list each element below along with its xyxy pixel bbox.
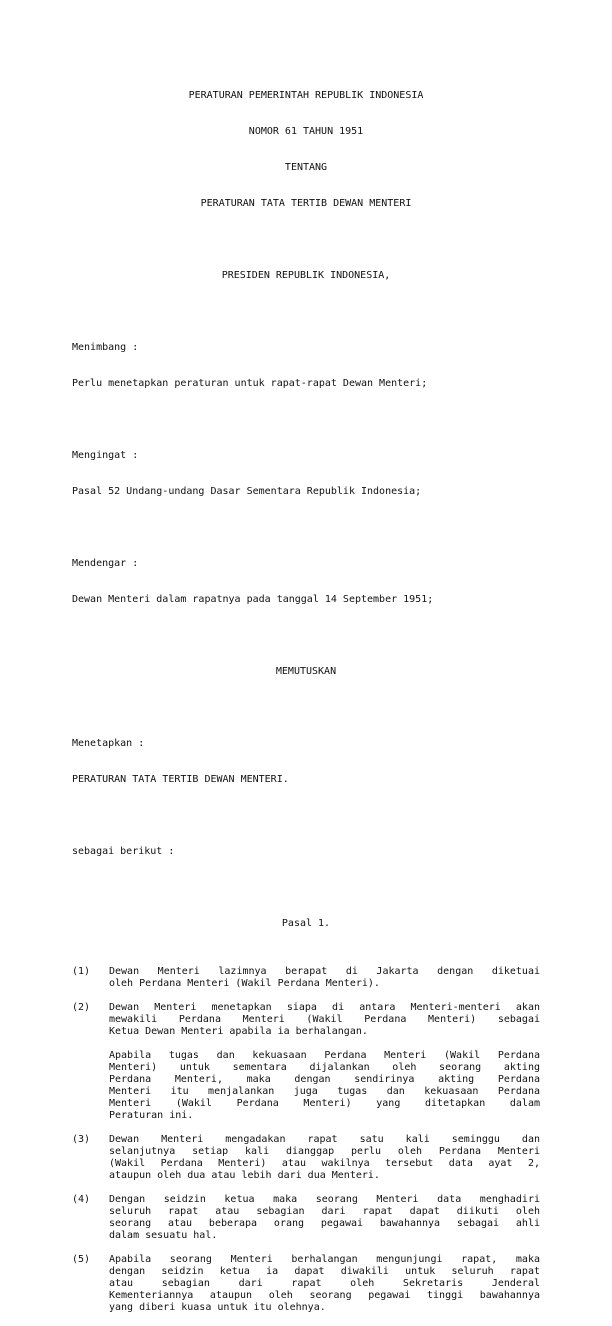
item-text — [109, 1050, 540, 1122]
document-page — [72, 66, 540, 1326]
item-line: selanjutnya setiap kali dianggap perlu oleh Perdana Menteri — [109, 1146, 540, 1157]
pasal-item — [72, 1254, 540, 1314]
item-line: oleh Perdana Menteri (Wakil Perdana Menteri). — [109, 978, 380, 989]
sebagai-text: sebagai berikut : — [72, 846, 175, 857]
mendengar-label: Mendengar : — [72, 558, 139, 569]
item-line: Peraturan ini. — [109, 1110, 194, 1121]
pasal-heading-text: Pasal 1. — [281, 918, 331, 929]
pasal-item — [72, 1134, 540, 1182]
title-line: PERATURAN PEMERINTAH REPUBLIK INDONESIA — [188, 90, 424, 101]
title-line: PERATURAN TATA TERTIB DEWAN MENTERI — [200, 198, 412, 209]
item-text — [109, 1194, 540, 1242]
president-text: PRESIDEN REPUBLIK INDONESIA, — [221, 270, 391, 281]
menimbang-text: Perlu menetapkan peraturan untuk rapat-rapat Dewan Menteri; — [72, 378, 428, 389]
item-line: Menteri itu menjalankan juga tugas dan kekuasaan Perdana — [109, 1086, 540, 1097]
item-line: Ketua Dewan Menteri apabila ia berhalangan. — [109, 1026, 368, 1037]
item-text — [109, 966, 540, 990]
mendengar-section — [72, 534, 540, 630]
item-line: dalam sesuatu hal. — [109, 1230, 218, 1241]
item-number: (5) — [72, 1254, 91, 1265]
item-line: atau sebagian dari rapat oleh Sekretaris Jenderal — [109, 1278, 540, 1289]
item-line: seluruh rapat atau sebagian dari rapat dapat diikuti oleh — [109, 1206, 540, 1217]
item-text — [109, 1134, 540, 1182]
menimbang-label: Menimbang : — [72, 342, 139, 353]
pasal-heading — [72, 894, 540, 954]
item-line: Apabila tugas dan kekuasaan Perdana Menteri (Wakil Perdana — [109, 1050, 540, 1061]
item-line: ataupun oleh dua atau lebih dari dua Menteri. — [109, 1170, 380, 1181]
item-line: yang diberi kuasa untuk itu olehnya. — [109, 1302, 326, 1313]
menetapkan-text: PERATURAN TATA TERTIB DEWAN MENTERI. — [72, 774, 289, 785]
item-line: Menteri) untuk sementara dijalankan oleh seorang akting — [109, 1062, 540, 1073]
item-line: mewakili Perdana Menteri (Wakil Perdana Menteri) sebagai — [109, 1014, 540, 1025]
menetapkan-section — [72, 714, 540, 810]
pasal-item — [72, 1194, 540, 1242]
item-line: (Wakil Perdana Menteri) atau wakilnya tersebut data ayat 2, — [109, 1158, 540, 1169]
mengingat-label: Mengingat : — [72, 450, 139, 461]
menimbang-section — [72, 318, 540, 414]
memutuskan-heading — [72, 642, 540, 702]
item-number: (3) — [72, 1134, 91, 1145]
item-line: seorang atau beberapa orang pegawai bawahannya sebagai ahli — [109, 1218, 540, 1229]
item-line: dengan seidzin ketua ia dapat diwakili untuk seluruh rapat — [109, 1266, 540, 1277]
mengingat-text: Pasal 52 Undang-undang Dasar Sementara Republik Indonesia; — [72, 486, 422, 497]
document-title — [72, 66, 540, 234]
item-line: Perdana Menteri, maka dengan sendirinya akting Perdana — [109, 1074, 540, 1085]
item-text — [109, 1002, 540, 1038]
memutuskan-text: MEMUTUSKAN — [275, 666, 337, 677]
item-line: Apabila seorang Menteri berhalangan mengunjungi rapat, maka — [109, 1254, 540, 1265]
pasal-items — [72, 966, 540, 1314]
title-line: NOMOR 61 TAHUN 1951 — [248, 126, 364, 137]
mendengar-text: Dewan Menteri dalam rapatnya pada tanggal 14 September 1951; — [72, 594, 434, 605]
item-line: Dewan Menteri lazimnya berapat di Jakarta dengan diketuai — [109, 966, 540, 977]
item-number: (1) — [72, 966, 91, 977]
item-line: Kementeriannya ataupun oleh seorang pegawai tinggi bawahannya — [109, 1290, 540, 1301]
sebagai-berikut — [72, 822, 540, 882]
item-number: (2) — [72, 1002, 91, 1013]
item-line: Menteri (Wakil Perdana Menteri) yang ditetapkan dalam — [109, 1098, 540, 1109]
president-heading — [72, 246, 540, 306]
item-line: Dewan Menteri menetapkan siapa di antara Menteri-menteri akan — [109, 1002, 540, 1013]
item-text — [109, 1254, 540, 1314]
item-line: Dewan Menteri mengadakan rapat satu kali seminggu dan — [109, 1134, 540, 1145]
pasal-item — [72, 966, 540, 990]
mengingat-section — [72, 426, 540, 522]
item-number: (4) — [72, 1194, 91, 1205]
item-line: Dengan seidzin ketua maka seorang Menteri data menghadiri — [109, 1194, 540, 1205]
title-line: TENTANG — [284, 162, 328, 173]
pasal-item — [72, 1002, 540, 1038]
menetapkan-label: Menetapkan : — [72, 738, 145, 749]
pasal-item — [72, 1050, 540, 1122]
